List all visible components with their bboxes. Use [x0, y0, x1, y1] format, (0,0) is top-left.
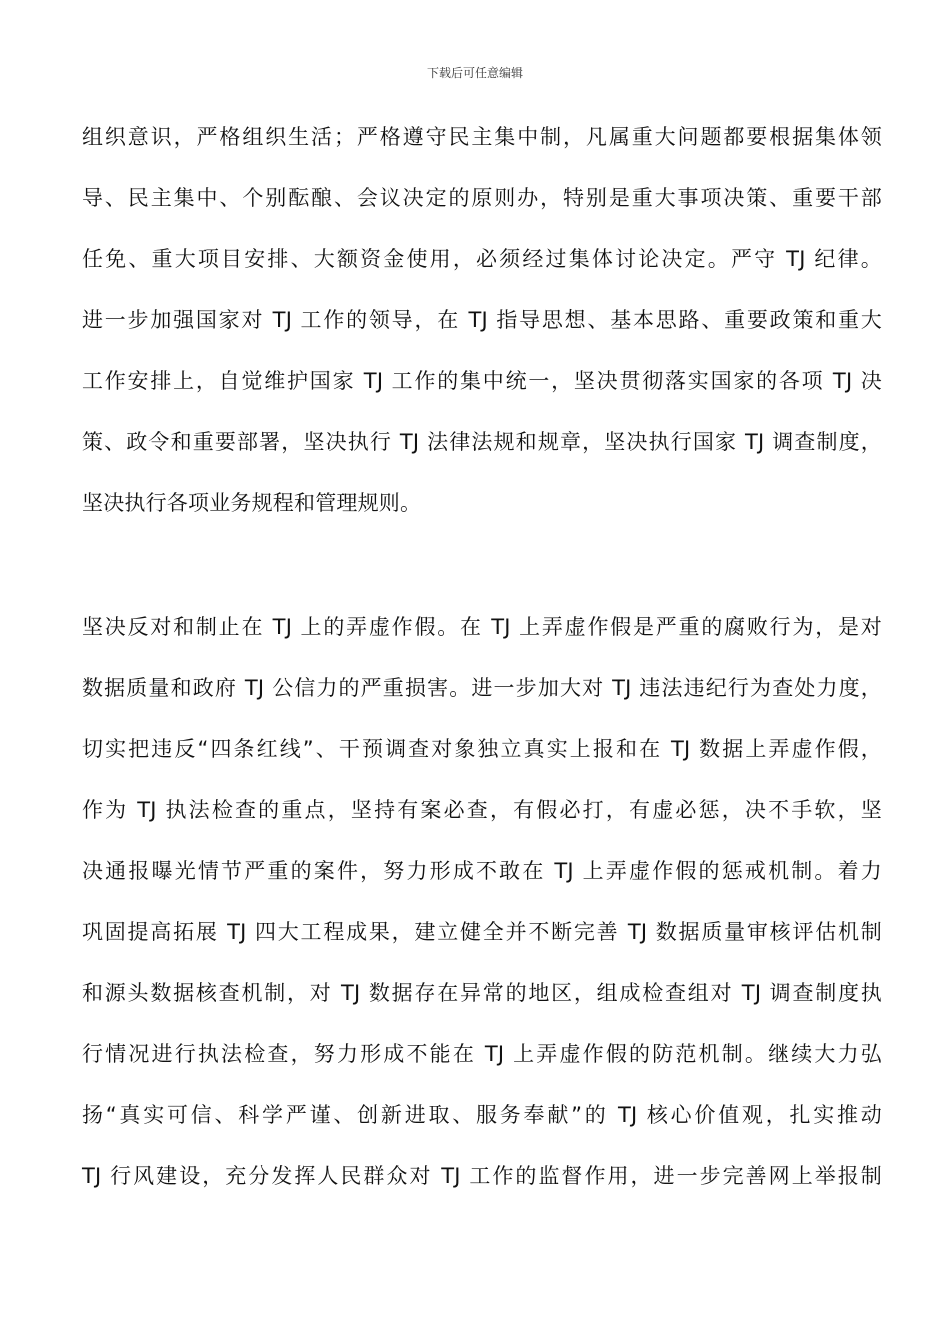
text-line: TJ 行风建设，充分发挥人民群众对 TJ 工作的监督作用，进一步完善网上举报制 — [82, 1164, 882, 1188]
text-line: 和源头数据核查机制，对 TJ 数据存在异常的地区，组成检查组对 TJ 调查制度执 — [82, 981, 882, 1005]
text-line: 策、政令和重要部署，坚决执行 TJ 法律法规和规章，坚决执行国家 TJ 调查制度， — [82, 430, 882, 454]
text-line: 工作安排上，自觉维护国家 TJ 工作的集中统一，坚决贯彻落实国家的各项 TJ 决 — [82, 369, 882, 393]
text-line: 任免、重大项目安排、大额资金使用，必须经过集体讨论决定。严守 TJ 纪律。 — [82, 247, 882, 271]
text-line: 行情况进行执法检查，努力形成不能在 TJ 上弄虚作假的防范机制。继续大力弘 — [82, 1042, 882, 1066]
text-line: 坚决执行各项业务规程和管理规则。 — [82, 491, 422, 515]
text-line: 切实把违反“四条红线”、干预调查对象独立真实上报和在 TJ 数据上弄虚作假， — [82, 737, 882, 761]
paragraph-1 — [82, 107, 882, 534]
text-line: 扬“真实可信、科学严谨、创新进取、服务奉献”的 TJ 核心价值观，扎实推动 — [82, 1103, 882, 1127]
text-line: 作为 TJ 执法检查的重点，坚持有案必查，有假必打，有虚必惩，决不手软，坚 — [82, 798, 882, 822]
text-line: 坚决反对和制止在 TJ 上的弄虚作假。在 TJ 上弄虚作假是严重的腐败行为，是对 — [82, 615, 882, 639]
page-header: 下载后可任意编辑 — [426, 66, 523, 80]
text-line: 进一步加强国家对 TJ 工作的领导，在 TJ 指导思想、基本思路、重要政策和重大 — [82, 308, 882, 332]
paragraph-2 — [82, 597, 882, 1207]
text-line: 巩固提高拓展 TJ 四大工程成果，建立健全并不断完善 TJ 数据质量审核评估机制 — [82, 920, 882, 944]
text-line: 数据质量和政府 TJ 公信力的严重损害。进一步加大对 TJ 违法违纪行为查处力度， — [82, 676, 882, 700]
text-line: 导、民主集中、个别酝酿、会议决定的原则办，特别是重大事项决策、重要干部 — [82, 186, 882, 210]
text-line: 决通报曝光情节严重的案件，努力形成不敢在 TJ 上弄虚作假的惩戒机制。着力 — [82, 859, 882, 883]
text-line: 组织意识，严格组织生活；严格遵守民主集中制，凡属重大问题都要根据集体领 — [82, 125, 882, 149]
